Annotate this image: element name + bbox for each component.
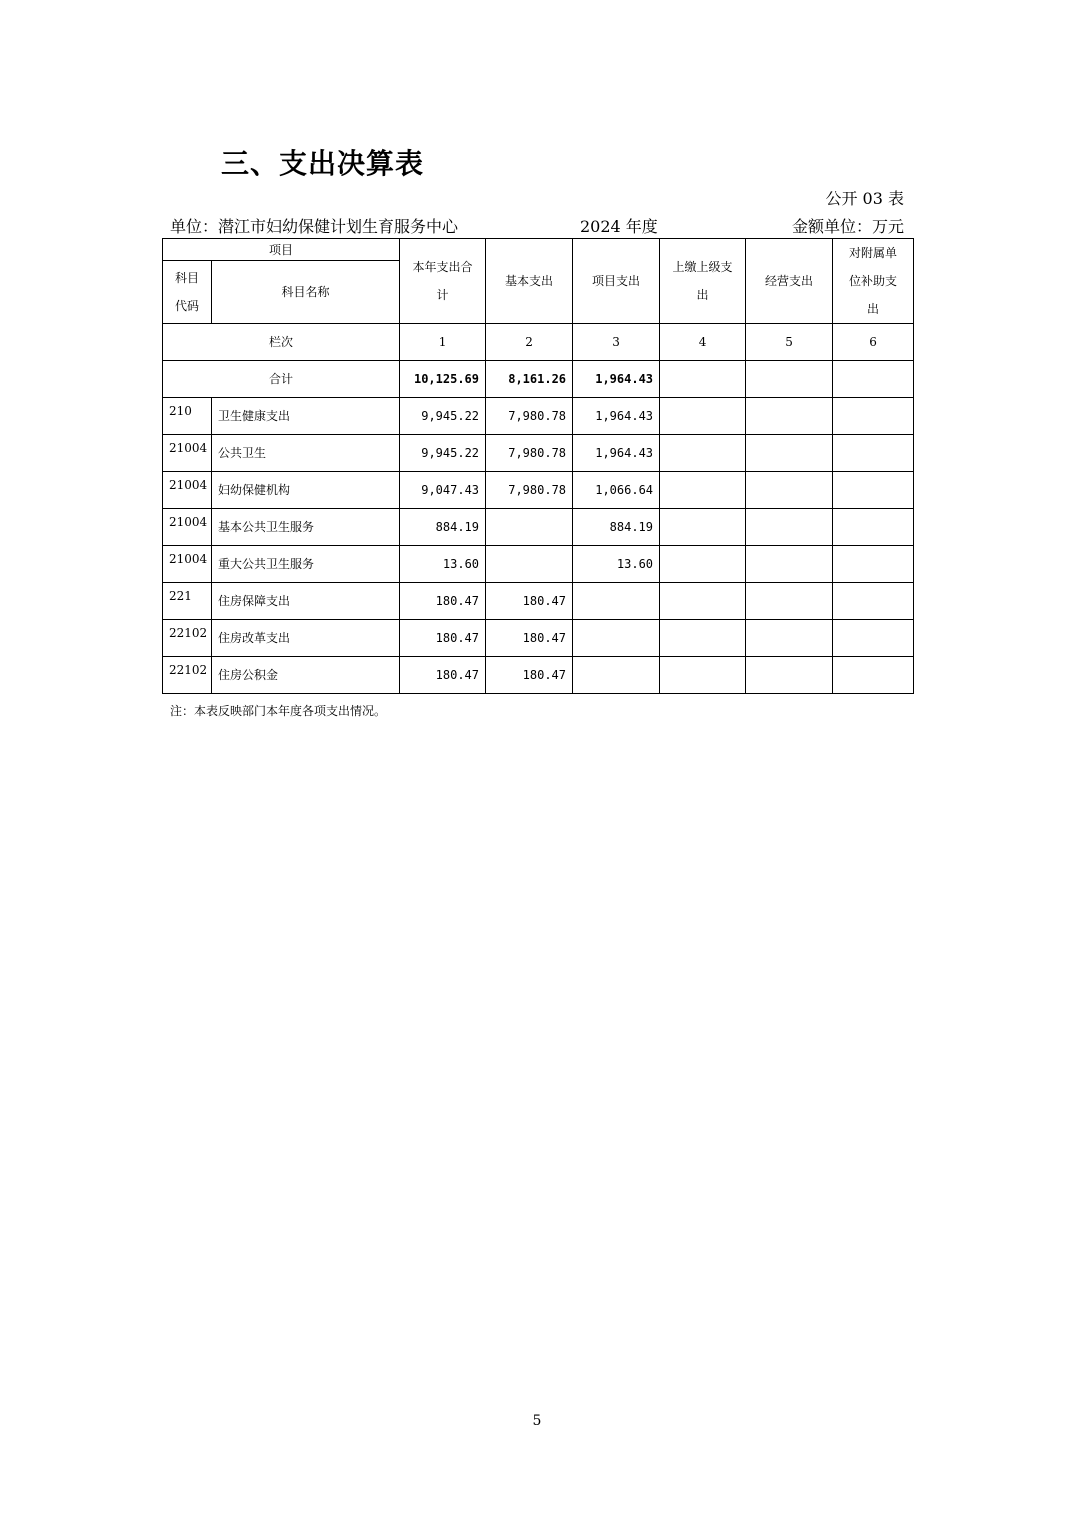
amount-cell: 7,980.78 bbox=[486, 435, 573, 472]
amount-cell: 884.19 bbox=[573, 509, 660, 546]
amount-cell bbox=[660, 472, 746, 509]
column-index: 6 bbox=[833, 324, 914, 361]
header-col6-text: 对附属单位补助支出 bbox=[849, 246, 898, 316]
amount-cell: 9,945.22 bbox=[400, 398, 486, 435]
subject-name-cell: 卫生健康支出 bbox=[212, 398, 400, 435]
column-index-row bbox=[163, 324, 914, 361]
subject-name-cell: 住房公积金 bbox=[212, 657, 400, 694]
column-index: 3 bbox=[573, 324, 660, 361]
table-row bbox=[163, 398, 914, 435]
amount-cell bbox=[660, 583, 746, 620]
amount-cell: 13.60 bbox=[400, 546, 486, 583]
subject-name-cell: 住房保障支出 bbox=[212, 583, 400, 620]
header-subject-code bbox=[163, 261, 212, 324]
subject-code-cell: 210 bbox=[163, 398, 212, 435]
amount-cell: 180.47 bbox=[400, 620, 486, 657]
amount-cell bbox=[833, 398, 914, 435]
amount-cell bbox=[746, 509, 833, 546]
column-index: 5 bbox=[746, 324, 833, 361]
amount-cell bbox=[746, 472, 833, 509]
form-number: 公开 03 表 bbox=[825, 189, 904, 208]
amount-cell bbox=[660, 546, 746, 583]
amount-cell bbox=[486, 509, 573, 546]
amount-cell: 180.47 bbox=[400, 657, 486, 694]
amount-cell bbox=[573, 620, 660, 657]
reporting-unit: 单位：潜江市妇幼保健计划生育服务中心 bbox=[170, 217, 459, 236]
amount-cell bbox=[573, 657, 660, 694]
subject-code-cell: 221 bbox=[163, 583, 212, 620]
subject-name-cell: 公共卫生 bbox=[212, 435, 400, 472]
table-row bbox=[163, 509, 914, 546]
header-basic-expenditure: 基本支出 bbox=[486, 239, 573, 324]
total-cell: 8,161.26 bbox=[486, 361, 573, 398]
total-label: 合计 bbox=[163, 361, 400, 398]
amount-cell bbox=[833, 509, 914, 546]
amount-cell bbox=[833, 435, 914, 472]
header-col4-text: 上缴上级支出 bbox=[672, 260, 733, 302]
amount-cell bbox=[486, 546, 573, 583]
subject-code-cell: 21004 bbox=[163, 435, 212, 472]
amount-cell bbox=[660, 398, 746, 435]
amount-cell bbox=[833, 657, 914, 694]
subject-name-cell: 基本公共卫生服务 bbox=[212, 509, 400, 546]
amount-cell: 180.47 bbox=[486, 657, 573, 694]
total-cell bbox=[746, 361, 833, 398]
column-index: 1 bbox=[400, 324, 486, 361]
amount-cell bbox=[833, 472, 914, 509]
header-subject-name: 科目名称 bbox=[212, 261, 400, 324]
table-note: 注：本表反映部门本年度各项支出情况。 bbox=[170, 704, 387, 718]
table-meta bbox=[170, 214, 906, 238]
amount-cell: 9,945.22 bbox=[400, 435, 486, 472]
header-remit-upper bbox=[660, 239, 746, 324]
amount-cell: 7,980.78 bbox=[486, 472, 573, 509]
header-code-text: 科目代码 bbox=[174, 271, 199, 313]
table-row bbox=[163, 435, 914, 472]
subject-code-cell: 22102 bbox=[163, 620, 212, 657]
header-row-1 bbox=[163, 239, 914, 261]
table-row bbox=[163, 583, 914, 620]
header-operating-expenditure: 经营支出 bbox=[746, 239, 833, 324]
header-project-expenditure: 项目支出 bbox=[573, 239, 660, 324]
column-index: 4 bbox=[660, 324, 746, 361]
amount-cell bbox=[660, 657, 746, 694]
page-number: 5 bbox=[532, 1413, 542, 1429]
amount-cell: 1,964.43 bbox=[573, 398, 660, 435]
money-unit: 金额单位：万元 bbox=[791, 217, 904, 236]
amount-cell bbox=[833, 620, 914, 657]
amount-cell bbox=[573, 583, 660, 620]
amount-cell bbox=[746, 657, 833, 694]
table-row bbox=[163, 472, 914, 509]
column-index: 2 bbox=[486, 324, 573, 361]
page-title: 三、支出决算表 bbox=[221, 147, 425, 180]
subject-code-cell: 21004 bbox=[163, 472, 212, 509]
amount-cell bbox=[746, 583, 833, 620]
amount-cell bbox=[746, 620, 833, 657]
amount-cell bbox=[833, 583, 914, 620]
amount-cell: 180.47 bbox=[486, 620, 573, 657]
amount-cell: 7,980.78 bbox=[486, 398, 573, 435]
amount-cell: 1,066.64 bbox=[573, 472, 660, 509]
amount-cell bbox=[660, 620, 746, 657]
header-total-expenditure bbox=[400, 239, 486, 324]
subject-name-cell: 住房改革支出 bbox=[212, 620, 400, 657]
total-cell bbox=[660, 361, 746, 398]
amount-cell: 1,964.43 bbox=[573, 435, 660, 472]
amount-cell: 180.47 bbox=[486, 583, 573, 620]
subject-code-cell: 22102 bbox=[163, 657, 212, 694]
amount-cell bbox=[833, 546, 914, 583]
amount-cell bbox=[660, 509, 746, 546]
table-row bbox=[163, 546, 914, 583]
table-row bbox=[163, 657, 914, 694]
total-cell: 10,125.69 bbox=[400, 361, 486, 398]
amount-cell: 9,047.43 bbox=[400, 472, 486, 509]
fiscal-year: 2024 年度 bbox=[580, 217, 658, 236]
header-project: 项目 bbox=[163, 239, 400, 261]
column-index-label: 栏次 bbox=[163, 324, 400, 361]
amount-cell bbox=[746, 435, 833, 472]
subject-code-cell: 21004 bbox=[163, 546, 212, 583]
header-subsidy-affiliated bbox=[833, 239, 914, 324]
table-row bbox=[163, 620, 914, 657]
amount-cell bbox=[660, 435, 746, 472]
amount-cell: 180.47 bbox=[400, 583, 486, 620]
expenditure-table bbox=[162, 238, 914, 694]
amount-cell bbox=[746, 546, 833, 583]
total-cell: 1,964.43 bbox=[573, 361, 660, 398]
header-col1-text: 本年支出合计 bbox=[412, 260, 473, 302]
subject-name-cell: 妇幼保健机构 bbox=[212, 472, 400, 509]
total-row bbox=[163, 361, 914, 398]
amount-cell: 884.19 bbox=[400, 509, 486, 546]
amount-cell bbox=[746, 398, 833, 435]
subject-name-cell: 重大公共卫生服务 bbox=[212, 546, 400, 583]
amount-cell: 13.60 bbox=[573, 546, 660, 583]
total-cell bbox=[833, 361, 914, 398]
subject-code-cell: 21004 bbox=[163, 509, 212, 546]
